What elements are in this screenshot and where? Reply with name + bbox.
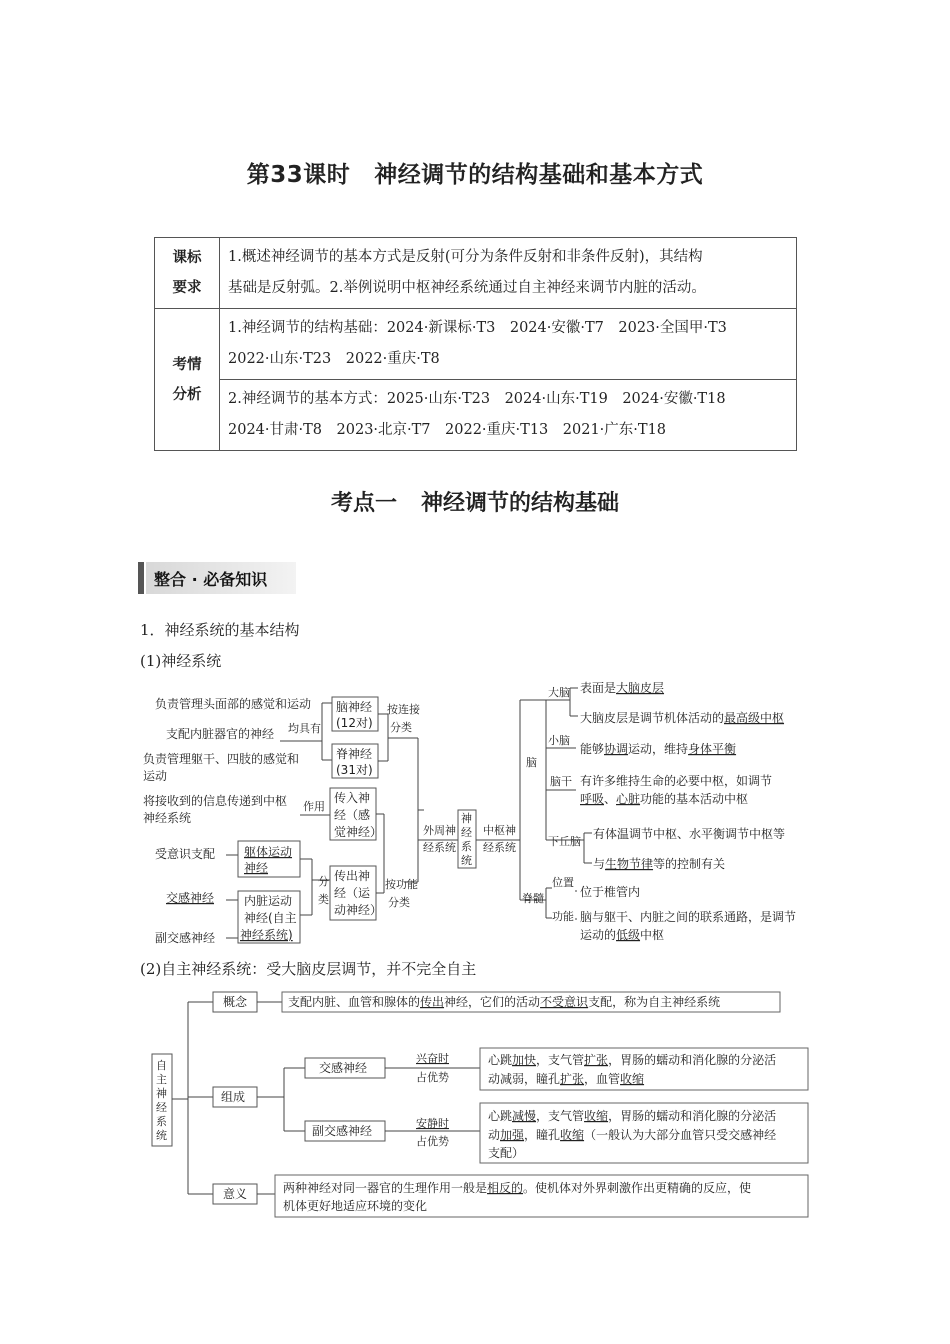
lesson-number: 第33课时	[246, 162, 351, 188]
svg-text:自: 自	[156, 1059, 167, 1072]
text-spinal-function-1: 脑与躯干、内脏之间的联系通路，是调节	[580, 910, 797, 924]
label-spinal-desc-2: 运动	[143, 769, 168, 783]
label-by-function: 按功能	[385, 878, 418, 891]
label-brainstem: 脑干	[550, 775, 572, 788]
label-sympathetic: 交感神经	[166, 891, 215, 905]
banner-text: 整合 · 必备知识	[154, 570, 268, 589]
label-relay-desc-1: 将接收到的信息传递到中枢	[143, 794, 288, 808]
table-cell-analysis-2: 2.神经调节的基本方式：2025·山东·T23 2024·山东·T19 2024·安徽·T18 2024·甘肃·T8 2023·北京·T7 2022·重庆·T13 2021·广东·T18	[220, 380, 797, 451]
paragraph-2: (1)神经系统	[140, 652, 222, 670]
svg-text:躯体运动: 躯体运动	[244, 845, 293, 859]
paragraph-1: 1．神经系统的基本结构	[140, 621, 300, 639]
svg-text:概念: 概念	[223, 995, 248, 1009]
label-position: 位置	[552, 876, 574, 889]
svg-text:经（运: 经（运	[334, 886, 371, 900]
label-hypothalamus: 下丘脑	[548, 835, 581, 848]
svg-text:经系统: 经系统	[483, 841, 516, 854]
requirements-table	[154, 237, 797, 451]
text-hypothalamus-2: 与生物节律等的控制有关	[593, 857, 726, 871]
svg-text:系: 系	[461, 840, 472, 853]
svg-text:类: 类	[318, 893, 329, 906]
text-spinal-function-2: 运动的低级中枢	[580, 928, 665, 942]
svg-text:动神经）: 动神经）	[334, 903, 383, 917]
label-parasympathetic: 副交感神经	[155, 931, 216, 945]
section-heading: 考点一 神经调节的结构基础	[330, 491, 620, 516]
svg-text:主: 主	[156, 1073, 167, 1086]
label-central: 中枢神	[483, 824, 516, 837]
label-spinal-cord: 脊髓	[522, 892, 544, 905]
text-parasympathetic-2: 动加强，瞳孔收缩（一般认为大部分血管只受交感神经	[488, 1128, 777, 1142]
svg-text:意义: 意义	[223, 1187, 248, 1201]
label-function-use: 作用	[303, 800, 325, 813]
table-row	[155, 238, 797, 309]
svg-text:神经(自主: 神经(自主	[244, 911, 297, 925]
svg-text:经（感: 经（感	[334, 808, 371, 822]
svg-text:脑神经: 脑神经	[336, 700, 373, 714]
text-parasympathetic-1: 心跳减慢，支气管收缩，胃肠的蠕动和消化腺的分泌活	[488, 1109, 777, 1123]
svg-text:分: 分	[318, 875, 329, 888]
svg-text:分类: 分类	[388, 896, 410, 909]
table-cell-analysis-1: 1.神经调节的结构基础：2024·新课标·T3 2024·安徽·T7 2023·全国甲·T3 2022·山东·T23 2022·重庆·T8	[220, 309, 797, 380]
svg-text:占优势: 占优势	[416, 1071, 449, 1084]
svg-text:神: 神	[156, 1087, 167, 1100]
text-sympathetic-2: 动减弱，瞳孔扩张，血管收缩	[488, 1072, 645, 1086]
svg-text:经系统: 经系统	[423, 841, 456, 854]
svg-text:交感神经: 交感神经	[319, 1061, 368, 1075]
text-brainstem-2: 呼吸、心脏功能的基本活动中枢	[580, 792, 749, 806]
label-conscious: 受意识支配	[155, 847, 216, 861]
svg-text:统: 统	[461, 854, 472, 867]
label-spinal-desc-1: 负责管理躯干、四肢的感觉和	[143, 752, 300, 766]
table-row	[155, 380, 797, 451]
svg-text:(12对): (12对)	[336, 716, 373, 730]
svg-text:经: 经	[461, 826, 472, 839]
svg-text:神: 神	[461, 812, 472, 825]
label-both-have: 均具有	[288, 722, 321, 735]
svg-text:神经系统): 神经系统)	[240, 928, 293, 942]
svg-text:内脏运动: 内脏运动	[244, 894, 293, 908]
autonomic-nervous-system-diagram	[0, 985, 950, 1225]
text-spinal-position: 位于椎管内	[580, 885, 641, 899]
label-viscera-desc: 支配内脏器官的神经	[166, 727, 275, 741]
svg-text:副交感神经: 副交感神经	[312, 1124, 373, 1138]
label-cerebrum: 大脑	[548, 686, 570, 699]
table-label-analysis: 考情 分析	[155, 309, 220, 451]
nervous-system-diagram	[0, 670, 950, 955]
svg-text:分类: 分类	[390, 721, 412, 734]
text-concept: 支配内脏、血管和腺体的传出神经，它们的活动不受意识支配，称为自主神经系统	[288, 995, 721, 1009]
page-title	[0, 156, 950, 189]
label-brain-nerve-desc: 负责管理头面部的感觉和运动	[155, 697, 312, 711]
table-cell-standard: 1.概述神经调节的基本方式是反射(可分为条件反射和非条件反射)，其结构 基础是反射弧。2.举例说明中枢神经系统通过自主神经来调节内脏的活动。	[220, 238, 797, 309]
section-banner	[138, 562, 298, 594]
svg-text:(31对): (31对)	[336, 763, 373, 777]
text-parasympathetic-3: 支配）	[488, 1146, 525, 1160]
paragraph-3: (2)自主神经系统：受大脑皮层调节，并不完全自主	[140, 960, 477, 978]
lesson-topic: 神经调节的结构基础和基本方式	[374, 162, 704, 188]
svg-text:脊神经: 脊神经	[336, 747, 373, 761]
text-brainstem-1: 有许多维持生命的必要中枢，如调节	[580, 774, 773, 788]
label-relay-desc-2: 神经系统	[143, 811, 192, 825]
text-meaning-1: 两种神经对同一器官的生理作用一般是相反的。使机体对外界刺激作出更精确的反应，使	[283, 1181, 752, 1195]
label-resting: 安静时	[416, 1117, 449, 1130]
svg-text:神经: 神经	[244, 861, 269, 875]
label-cerebellum: 小脑	[548, 734, 570, 747]
svg-text:统: 统	[156, 1129, 167, 1142]
svg-text:组成: 组成	[221, 1090, 246, 1104]
svg-text:觉神经）: 觉神经）	[334, 825, 383, 839]
svg-text:传出神: 传出神	[334, 869, 371, 883]
label-excited: 兴奋时	[416, 1052, 449, 1065]
text-hypothalamus-1: 有体温调节中枢、水平衡调节中枢等	[593, 827, 786, 841]
text-meaning-2: 机体更好地适应环境的变化	[283, 1199, 428, 1213]
svg-text:经: 经	[156, 1101, 167, 1114]
table-row	[155, 309, 797, 380]
text-sympathetic-1: 心跳加快，支气管扩张，胃肠的蠕动和消化腺的分泌活	[488, 1053, 777, 1067]
text-cortex: 表面是大脑皮层	[580, 681, 665, 695]
label-function: 功能	[552, 910, 574, 923]
svg-text:系: 系	[156, 1115, 167, 1128]
label-by-connection: 按连接	[387, 703, 420, 716]
text-cerebellum: 能够协调运动，维持身体平衡	[580, 742, 737, 756]
label-brain: 脑	[526, 756, 537, 769]
svg-text:传入神: 传入神	[334, 791, 371, 805]
label-peripheral: 外周神	[423, 824, 456, 837]
text-highest-center: 大脑皮层是调节机体活动的最高级中枢	[580, 711, 785, 725]
svg-text:占优势: 占优势	[416, 1135, 449, 1148]
table-label-standard: 课标 要求	[155, 238, 220, 309]
